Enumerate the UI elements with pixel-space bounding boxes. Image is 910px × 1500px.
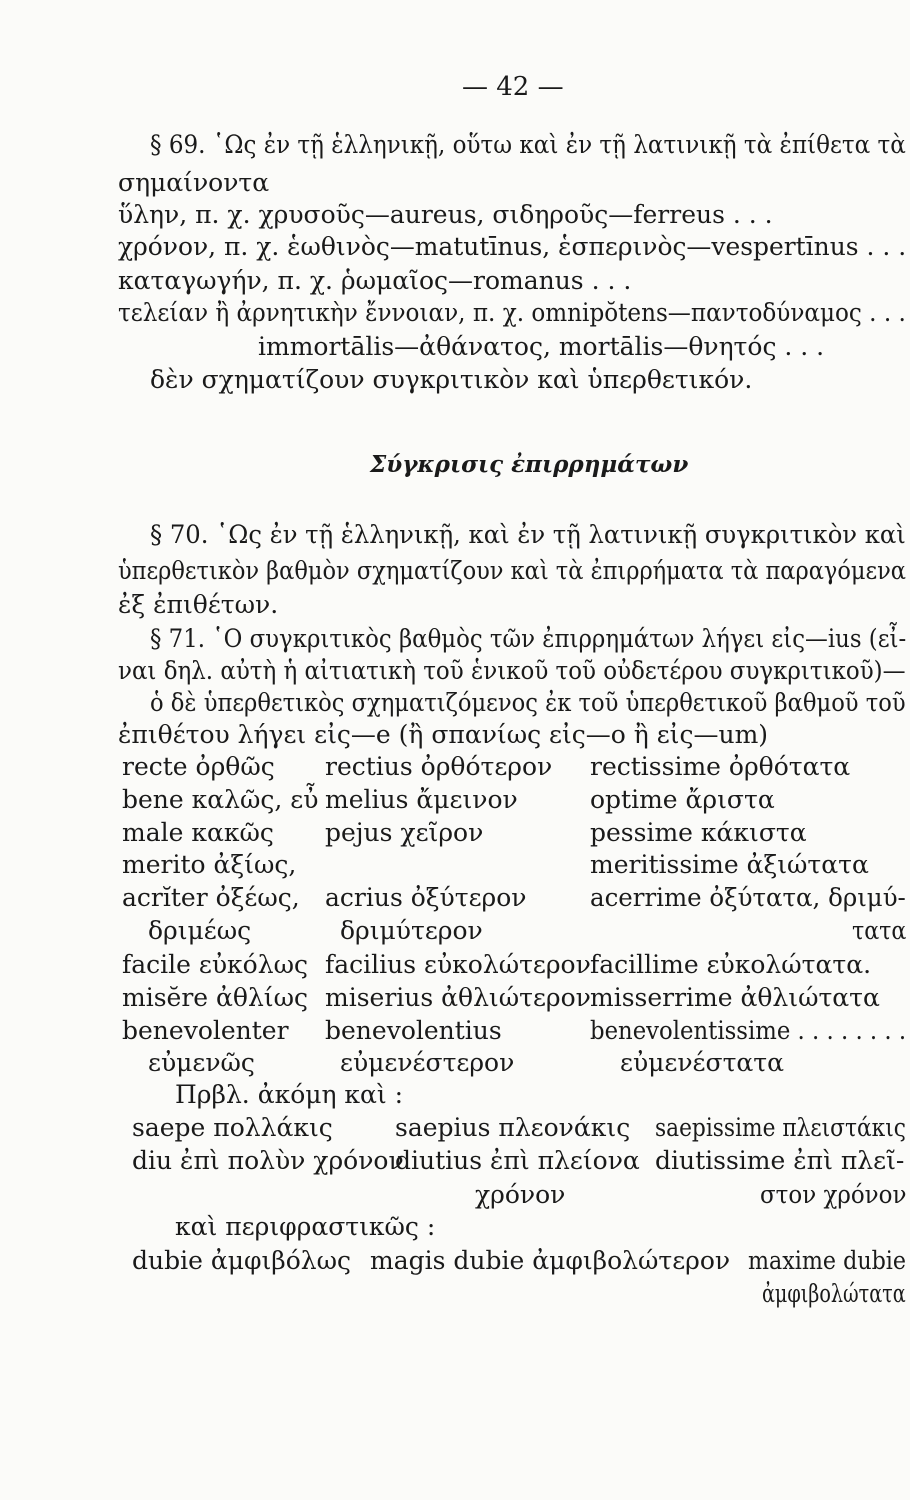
comparative-cell: δριμύτερον [340, 916, 483, 945]
superlative-cell: pessime κάκιστα [590, 818, 807, 847]
section-69-line: ὕλην, π. χ. χρυσοῦς—aureus, σιδηροῦς—ferreus . . . [118, 200, 773, 229]
positive-cell: saepe πολλάκις [132, 1113, 333, 1142]
section-70-line: ὑπερθετικὸν βαθμὸν σχηματίζουν καὶ τὰ ἐπιρρήματα τὰ παραγόμενα [118, 556, 906, 585]
superlative-cell: saepissime πλειστάκις [655, 1113, 906, 1142]
positive-cell: facile εὐκόλως [122, 950, 308, 979]
superlative-cell: τατα [852, 916, 907, 945]
comparative-cell: pejus χεῖρον [325, 818, 484, 847]
positive-cell: δριμέως [148, 916, 252, 945]
superlative-cell: benevolentissime . . . . . . . . [590, 1016, 907, 1045]
section-heading: Σύγκρισις ἐπιρρημάτων [370, 451, 689, 478]
positive-cell: male κακῶς [122, 818, 274, 847]
section-69-line: χρόνον, π. χ. ἑωθινὸς—matutīnus, ἑσπερινὸς—vespertīnus . . . [118, 232, 907, 261]
superlative-cell: meritissime ἀξιώτατα [590, 850, 869, 879]
section-69-line: immortālis—ἀθάνατος, mortālis—θνητός . . . [258, 332, 825, 361]
superlative-cell: diutissime ἐπὶ πλεῖ- [655, 1146, 905, 1175]
comparative-cell: benevolentius [325, 1016, 502, 1045]
superlative-cell: εὐμενέστατα [620, 1048, 784, 1077]
section-71-line: § 71. ῾Ο συγκριτικὸς βαθμὸς τῶν ἐπιρρημάτων λήγει εἰς—ius (εἶ- [150, 624, 907, 653]
positive-cell: εὐμενῶς [148, 1048, 255, 1077]
comparative-cell: saepius πλεονάκις [395, 1113, 631, 1142]
positive-cell: benevolenter [122, 1016, 289, 1045]
comparative-cell: rectius ὀρθότερον [325, 752, 553, 781]
note-periphrastic: καὶ περιφραστικῶς : [175, 1212, 436, 1241]
page-number: — 42 — [462, 72, 564, 102]
positive-cell: dubie ἀμφιβόλως [132, 1246, 352, 1275]
section-71-line: ὁ δὲ ὑπερθετικὸς σχηματιζόμενος ἐκ τοῦ ὑπερθετικοῦ βαθμοῦ τοῦ [150, 688, 906, 717]
comparative-cell: diutius ἐπὶ πλείονα [395, 1146, 640, 1175]
comparative-cell: χρόνον [475, 1180, 566, 1209]
section-70-line: § 70. ῾Ως ἐν τῇ ἑλληνικῇ, καὶ ἐν τῇ λατινικῇ συγκριτικὸν καὶ [150, 520, 906, 549]
superlative-cell: rectissime ὀρθότατα [590, 752, 851, 781]
section-69-line: καταγωγήν, π. χ. ῥωμαῖος—romanus . . . [118, 266, 632, 295]
positive-cell: recte ὀρθῶς [122, 752, 275, 781]
comparative-cell: facilius εὐκολώτερον [325, 950, 591, 979]
section-70-line: ἐξ ἐπιθέτων. [118, 590, 279, 619]
superlative-cell: acerrime ὀξύτατα, δριμύ- [590, 883, 906, 912]
comparative-cell: miserius ἀθλιώτερον [325, 983, 591, 1012]
positive-cell: misĕre ἀθλίως [122, 983, 308, 1012]
superlative-cell: misserrime ἀθλιώτατα [590, 983, 880, 1012]
superlative-cell: optime ἄριστα [590, 785, 775, 814]
comparative-cell: acrius ὀξύτερον [325, 883, 527, 912]
positive-cell: acrĭter ὀξέως, [122, 883, 300, 912]
section-71-line: ναι δηλ. αὐτὴ ἡ αἰτιατικὴ τοῦ ἑνικοῦ τοῦ οὐδετέρου συγκριτικοῦ)— [118, 656, 906, 685]
comparative-cell: melius ἄμεινον [325, 785, 518, 814]
section-69-line: § 69. ῾Ως ἐν τῇ ἑλληνικῇ, οὕτω καὶ ἐν τῇ λατινικῇ τὰ ἐπίθετα τὰ [150, 130, 906, 159]
comparative-cell: εὐμενέστερον [340, 1048, 515, 1077]
superlative-cell: ἀμφιβολώτατα [762, 1279, 906, 1308]
superlative-cell: στον χρόνον [760, 1180, 907, 1209]
superlative-cell: maxime dubie [748, 1246, 907, 1275]
superlative-cell: facillime εὐκολώτατα. [590, 950, 872, 979]
section-69-line: δὲν σχηματίζουν συγκριτικὸν καὶ ὑπερθετικόν. [150, 365, 753, 394]
section-71-line: ἐπιθέτου λήγει εἰς—e (ἢ σπανίως εἰς—o ἢ εἰς—um) [118, 720, 769, 749]
positive-cell: bene καλῶς, εὖ [122, 785, 319, 814]
comparative-cell: magis dubie ἀμφιβολώτερον [370, 1246, 731, 1275]
section-69-line: σημαίνοντα [118, 168, 270, 197]
note-compare: Πρβλ. ἀκόμη καὶ : [175, 1080, 404, 1109]
positive-cell: merito ἀξίως, [122, 850, 297, 879]
section-69-line: τελείαν ἢ ἀρνητικὴν ἔννοιαν, π. χ. omnipŏtens—παντοδύναμος . . . [118, 298, 906, 327]
positive-cell: diu ἐπὶ πολὺν χρόνον [132, 1146, 404, 1175]
